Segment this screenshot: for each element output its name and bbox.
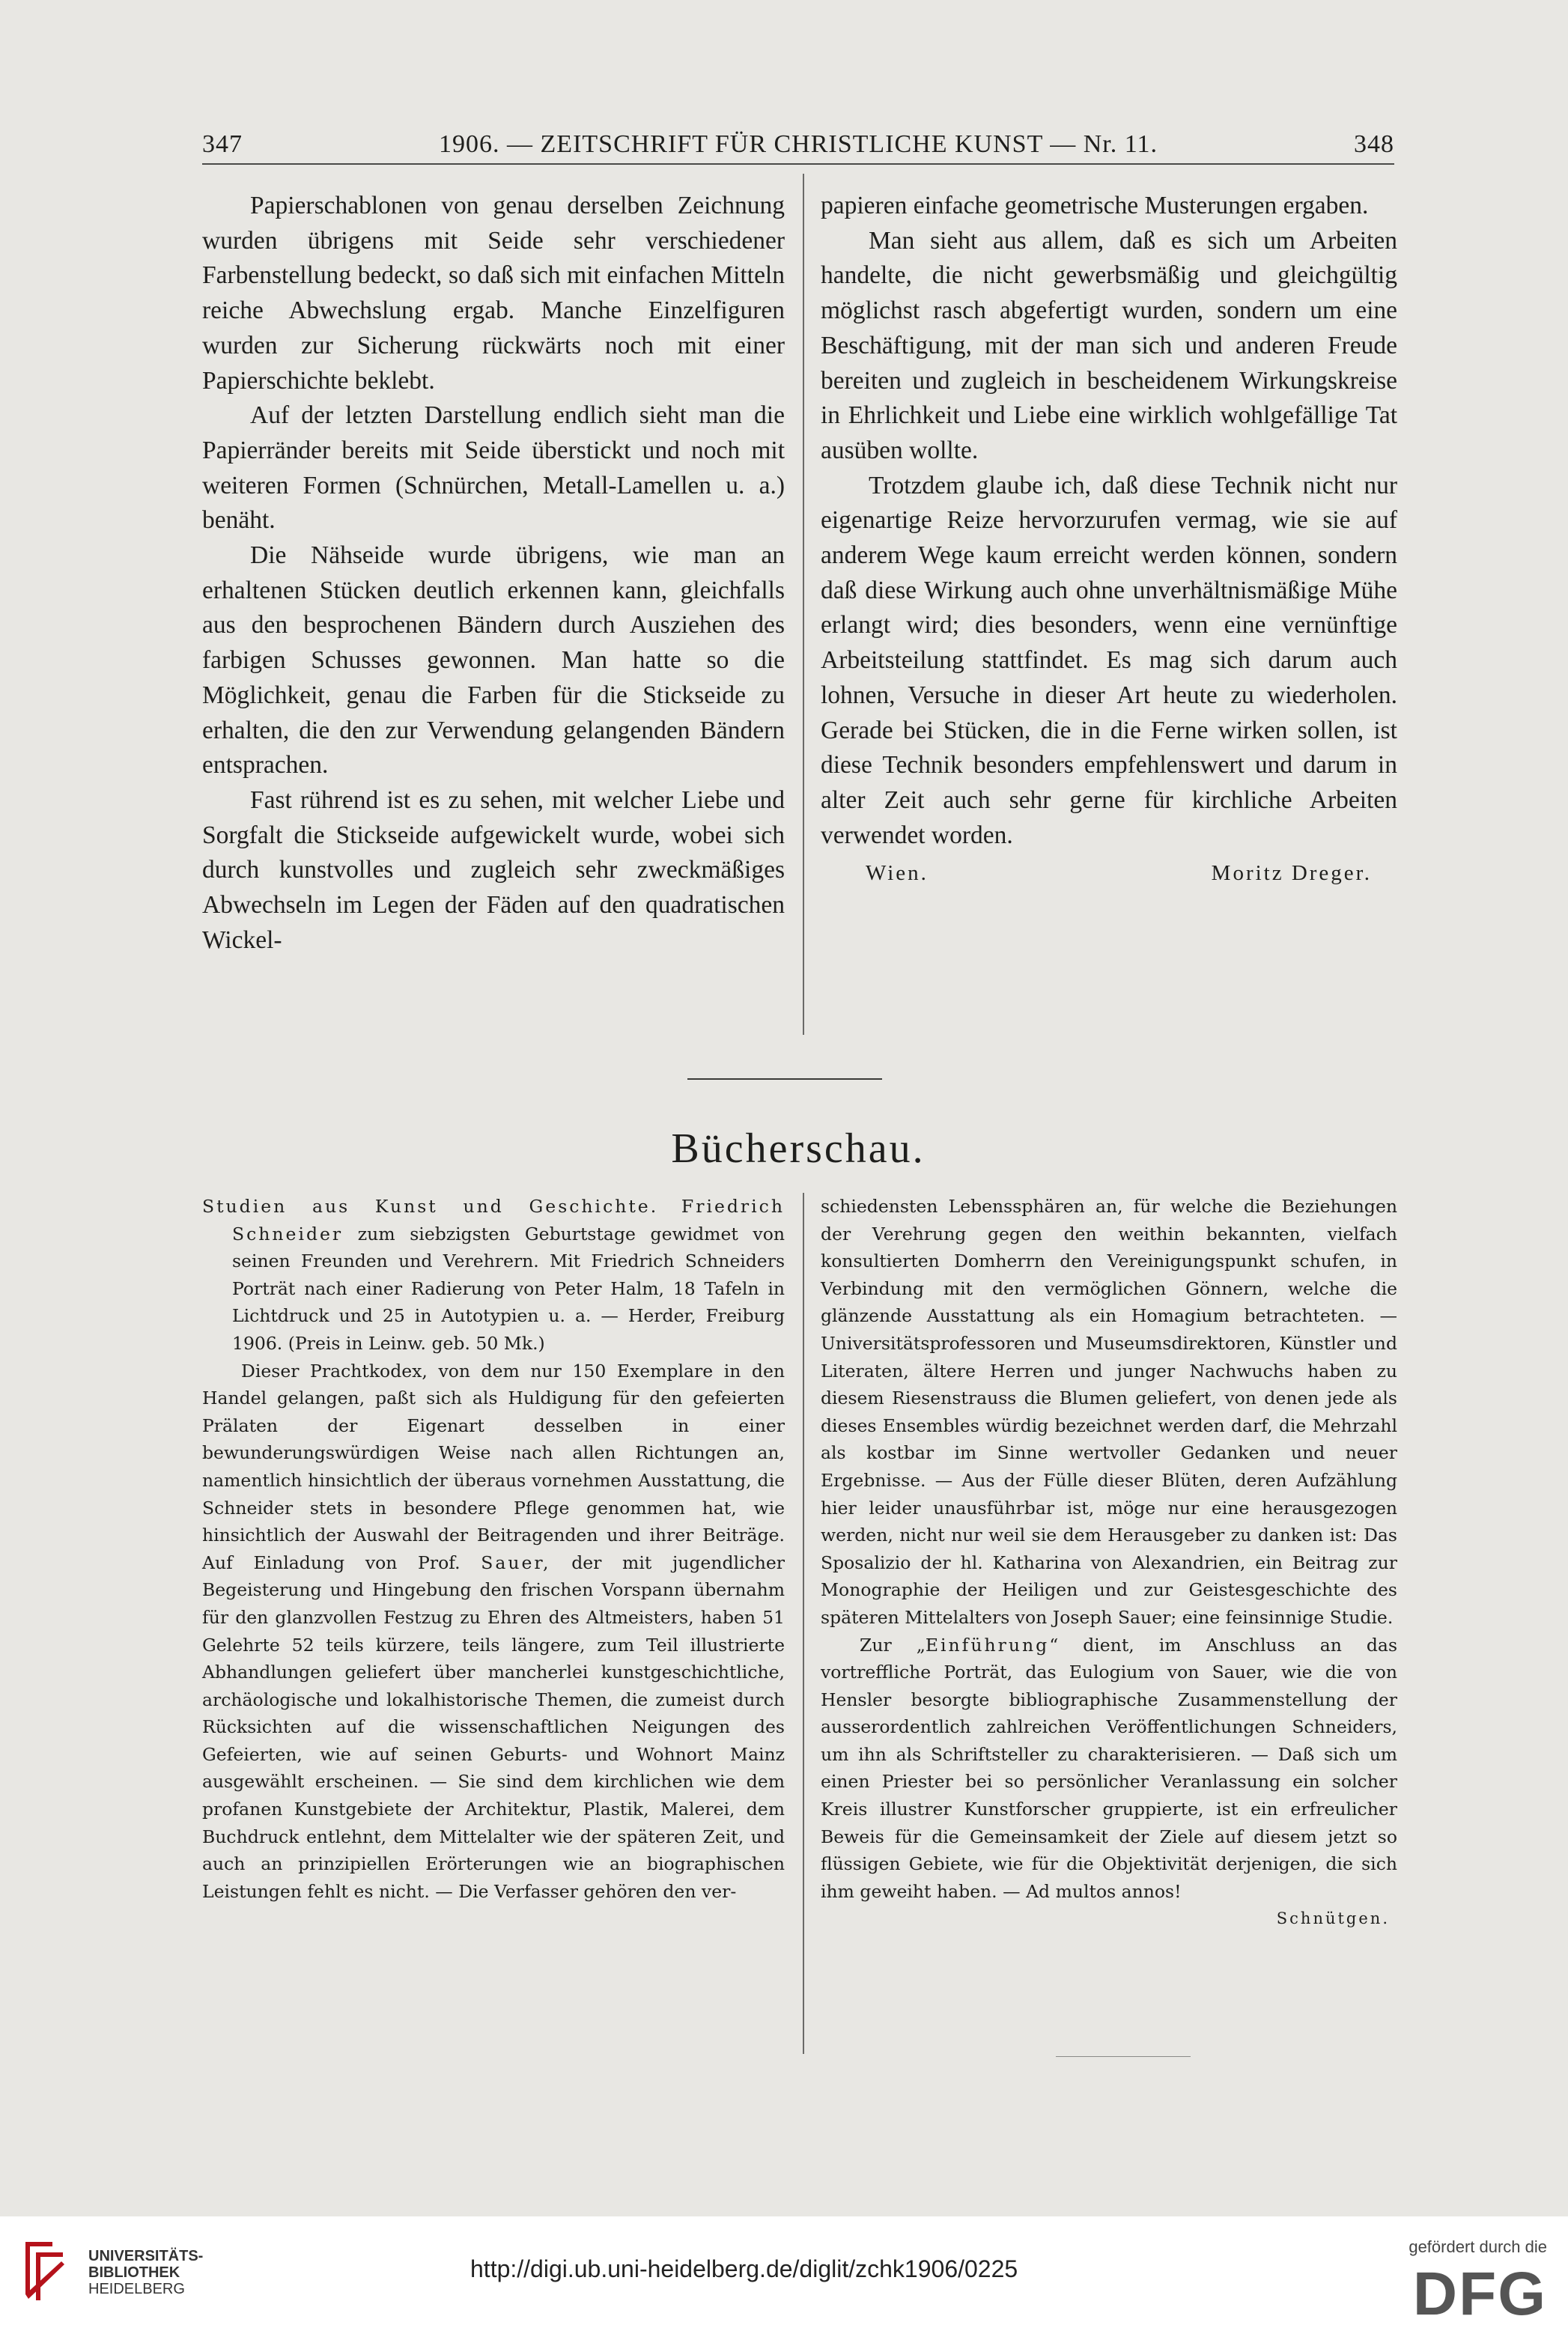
running-header [202,126,1394,165]
article-paragraph: Man sieht aus allem, daß es sich um Arbeiten handelte, die nicht gewerbsmäßig und gleichgültig möglichst rasch abgefertigt wurden, sondern um eine Beschäftigung, mit der man sich und anderen Freude bereiten und zugleich in bescheidenem Wirkungskreise in Ehrlichkeit und Liebe eine wirklich wohlgefällige Tat ausüben wollte. [821,226,1397,464]
article-paragraph: Trotzdem glaube ich, daß diese Technik nicht nur eigenartige Reize hervorzurufen vermag, wie sie auf anderem Wege kaum erreicht werden können, sondern daß diese Wirkung auch ohne unverhältnismäßige Mühe erlangt wird; dies besonders, wenn eine vernünftige Arbeitsteilung stattfindet. Es mag sich darum auch lohnen, Versuche in dieser Art heute zu wiederholen. Gerade bei Stücken, die in die Ferne wirken sollen, ist diese Technik besonders empfehlenswert und darum in alter Zeit auch sehr gerne für kirchliche Arbeiten verwendet worden. [821,471,1397,849]
library-name-line: BIBLIOTHEK [88,2264,180,2281]
closing-rule [1056,2056,1191,2057]
review-paragraph [202,1358,785,1906]
signature-author: Moritz Dreger. [1211,861,1372,886]
signature-place: Wien. [866,861,929,886]
review-text: “ dient, im Anschluss an das vortreffliche Porträt, das Eulogium von Sauer, wie die von Hensler besorgte bibliographische Zusammenstellung der ausserordentlich zahlreichen Veröffentlichungen Schneiders, um ihn als Schriftsteller zu charakterisieren. — Daß sich um einen Priester bei so persönlicher Veranlassung ein solcher Kreis illustrer Kunstforscher gruppierte, ist ein erfreulicher Beweis für die Gemeinsamkeit der Ziele auf diesem jetzt so flüssigen Gebiete, wie für die Objektivität derjenigen, die sich ihm geweiht haben. — Ad multos annos! [821,1634,1398,1902]
book-details: zum siebzigsten Geburtstage gewidmet von seinen Freunden und Verehrern. Mit Friedrich Schneiders Porträt nach einer Radierung von Peter Halm, 18 Tafeln in Lichtdruck und 25 in Autotypien u. a. — Herder, Freiburg 1906. (Preis in Leinw. geb. 50 Mk.) [232,1223,785,1354]
article-paragraph: Fast rührend ist es zu sehen, mit welcher Liebe und Sorgfalt die Stickseide aufgewickelt wurde, wobei sich durch kunstvolles und zugleich sehr zweckmäßiges Abwechseln im Legen der Fäden auf den quadratischen Wickel- [202,785,785,954]
review-paragraph: schiedensten Lebenssphären an, für welche die Beziehungen der Verehrung gegen den weithin bekannten, vielfach konsultierten Domherrn den Vereinigungspunkt schufen, in Verbindung mit den vermöglichen Gönnern, welche die glänzende Ausstattung als ein Homagium betrachteten. — Universitätsprofessoren und Museumsdirektoren, Künstler und Literaten, ältere Herren und junger Nachwuchs haben zu diesem Riesenstrauss die Blumen geliefert, von denen jede als dieses Ensembles würdig bezeichnet werden darf, die Mehrzahl als kostbar im Sinne wertvoller Gedanken und neuer Ergebnisse. — Aus der Fülle dieser Blüten, deren Aufzählung hier leider unausführbar ist, möge nur eine herausgezogen werden, nicht nur weil sie dem Herausgeber zu danken ist: Das Sposalizio der hl. Katharina von Alexandrien, ein Beitrag zur Monographie der Heiligen und zur Geistesgeschichte des späteren Mittelalters von Joseph Sauer; eine feinsinnige Studie. [821,1196,1397,1628]
review-paragraph [821,1632,1397,1906]
article-signature [821,856,1397,891]
article-paragraph: papieren einfache geometrische Musterungen ergaben. [821,192,1369,219]
funding-label: gefördert durch die [1409,2237,1547,2256]
page-number-right: 348 [1354,130,1394,158]
review-text: Zur „ [860,1634,926,1656]
review-text: Dieser Prachtkodex, von dem nur 150 Exemplare in den Handel gelangen, paßt sich als Huldigung für den gefeierten Prälaten der Eigenart desselben in einer bewunderungswürdigen Weise nach allen Richtungen an, namentlich hinsichtlich der überaus vornehmen Ausstattung, die Schneider stets in besondere Pflege genommen hat, wie hinsichtlich der Auswahl der Beitragenden und ihrer Beiträge. Auf Einladung von Prof. [202,1360,785,1573]
article-column-right [821,189,1397,891]
journal-title: 1906. — ZEITSCHRIFT FÜR CHRISTLICHE KUNST — Nr. 11. [439,130,1158,158]
book-title: Studien aus Kunst und Geschichte. [202,1196,659,1217]
section-title: Bücherschau. [671,1125,926,1172]
article-paragraph: Papierschablonen von genau derselben Zeichnung wurden übrigens mit Seide sehr verschiedener Farbenstellung bedeckt, so daß sich mit einfachen Mitteln reiche Abwechslung ergab. Manche Einzelfiguren wurden zur Sicherung rückwärts noch mit einer Papierschichte beklebt. [202,192,785,395]
book-author: Friedrich Schneider [232,1196,785,1245]
library-name [88,2248,203,2297]
review-column-right [821,1193,1397,1933]
article-paragraph: Die Nähseide wurde übrigens, wie man an erhaltenen Stücken deutlich erkennen kann, gleichfalls aus den besprochenen Bändern durch Ausziehen des farbigen Schusses gewonnen. Man hatte so die Möglichkeit, genau die Farben für die Stickseide zu erhalten, die den zur Verwendung gelangenden Bändern entsprachen. [202,541,785,779]
article-paragraph: Auf der letzten Darstellung endlich sieht man die Papierränder bereits mit Seide überstickt und noch mit weiteren Formen (Schnürchen, Metall-Lamellen u. a.) benäht. [202,401,785,535]
review-book-heading [202,1193,785,1358]
section-separator [687,1078,882,1080]
dfg-logo: DFG [1412,2260,1547,2328]
page-number-left: 347 [202,130,243,158]
viewer-footer [0,2216,1568,2334]
library-name-line: UNIVERSITÄTS- [88,2248,204,2264]
column-divider [803,174,804,1035]
permalink[interactable]: http://digi.ub.uni-heidelberg.de/diglit/zchk1906/0225 [470,2255,1018,2282]
library-logo-icon [15,2234,72,2303]
library-name-line: HEIDELBERG [88,2281,185,2297]
review-column-left [202,1193,785,1905]
article-column-left [202,189,785,958]
person-name: Sauer, [481,1552,551,1573]
spaced-term: Einführung [925,1634,1050,1656]
column-divider [803,1193,804,2054]
reviewer-signature: Schnütgen. [1276,1909,1390,1928]
review-text: der mit jugendlicher Begeisterung und Hingebung den frischen Vorspann übernahm für den glanzvollen Festzug zu Ehren des Altmeisters, haben 51 Gelehrte 52 teils kürzere, teils längere, zum Teil illustrierte Abhandlungen geliefert über mancherlei kunstgeschichtliche, archäologische und lokalhistorische Themen, die zumeist durch Rücksichten auf die wissenschaftlichen Neigungen des Gefeierten, wie auf seinen Geburts- und Wohnort Mainz ausgewählt erscheinen. — Sie sind dem kirchlichen wie dem profanen Kunstgebiete der Architektur, Plastik, Malerei, dem Buchdruck entlehnt, dem Mittelalter wie der späteren Zeit, und auch an prinzipiellen Erörterungen wie an biographischen Leistungen fehlt es nicht. — Die Verfasser gehören den ver- [202,1552,785,1902]
